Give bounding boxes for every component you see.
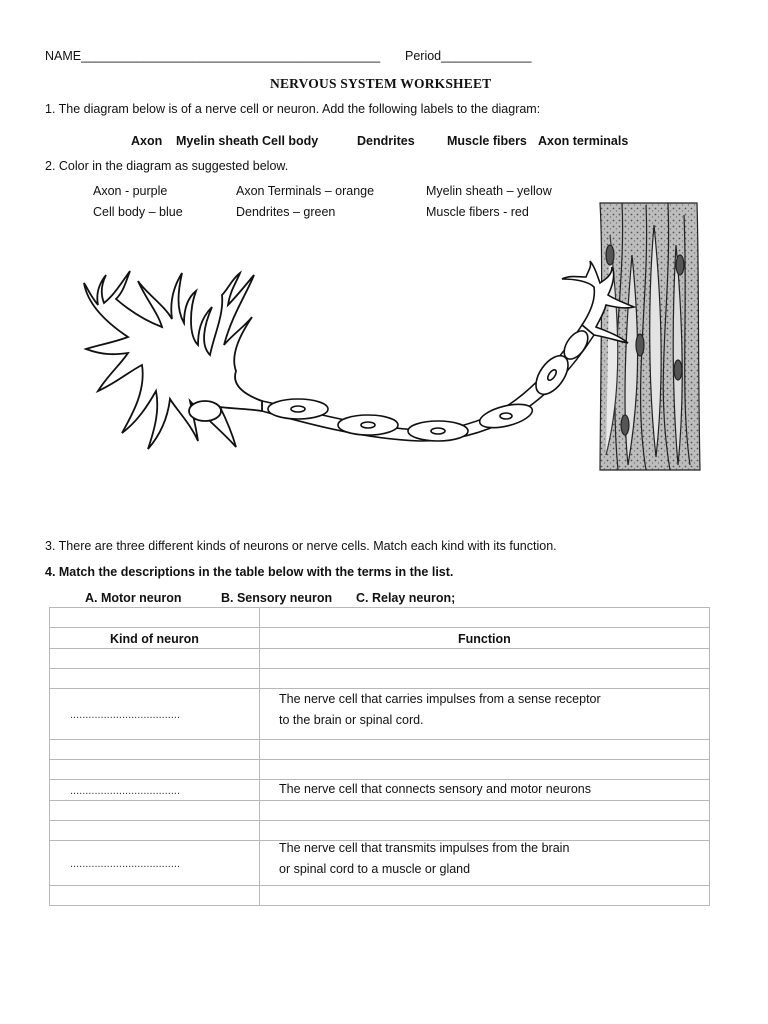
color-cell-body: Cell body – blue [93, 205, 183, 219]
period-field[interactable]: Period_____________ [405, 49, 532, 63]
term-cell-body: Cell body [262, 134, 319, 148]
question-2-text: 2. Color in the diagram as suggested below. [45, 159, 289, 173]
question-1-text: 1. The diagram below is of a nerve cell or neuron. Add the following labels to the diagram: [45, 102, 541, 116]
term-dendrites: Dendrites [357, 134, 415, 148]
answer-blank-1[interactable]: .................................... [70, 709, 181, 721]
function-1-line-1: The nerve cell that carries impulses from a sense receptor [279, 692, 601, 706]
function-1-line-2: to the brain or spinal cord. [279, 713, 424, 727]
option-sensory-neuron: B. Sensory neuron [221, 591, 333, 605]
function-3-line-2: or spinal cord to a muscle or gland [279, 862, 471, 876]
worksheet-title: NERVOUS SYSTEM WORKSHEET [270, 76, 492, 91]
table-header-kind: Kind of neuron [110, 632, 199, 646]
color-axon-terminals: Axon Terminals – orange [236, 184, 375, 198]
function-3-line-1: The nerve cell that transmits impulses from the brain [279, 841, 570, 855]
function-2-line-1: The nerve cell that connects sensory and motor neurons [279, 782, 591, 796]
table-header-function: Function [458, 632, 511, 646]
color-dendrites: Dendrites – green [236, 205, 336, 219]
term-axon: Axon [131, 134, 163, 148]
name-field[interactable]: NAME___________________________________________ [45, 49, 381, 63]
question-3-text: 3. There are three different kinds of neurons or nerve cells. Match each kind with its function. [45, 539, 557, 553]
option-motor-neuron: A. Motor neuron [85, 591, 182, 605]
option-relay-neuron: C. Relay neuron; [356, 591, 456, 605]
question-4-text: 4. Match the descriptions in the table below with the terms in the list. [45, 565, 454, 579]
term-axon-terminals: Axon terminals [538, 134, 629, 148]
answer-blank-3[interactable]: .................................... [70, 858, 181, 870]
color-muscle-fibers: Muscle fibers - red [426, 205, 529, 219]
answer-blank-2[interactable]: .................................... [70, 785, 181, 797]
term-myelin-sheath: Myelin sheath [176, 134, 259, 148]
color-axon: Axon - purple [93, 184, 168, 198]
term-muscle-fibers: Muscle fibers [447, 134, 527, 148]
color-myelin-sheath: Myelin sheath – yellow [426, 184, 552, 198]
